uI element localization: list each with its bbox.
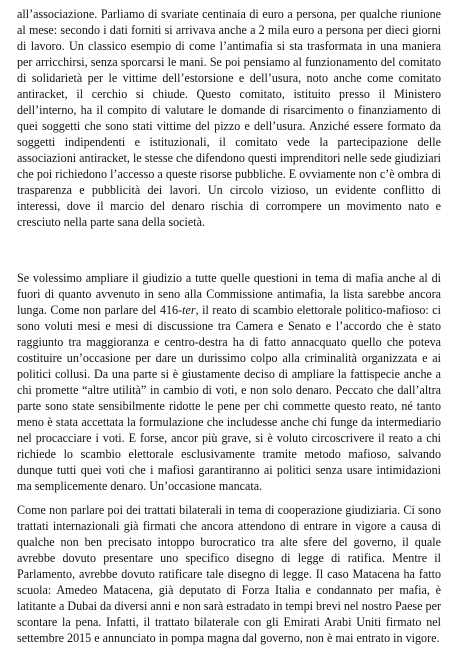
paragraph-416-ter-body: , il reato di scambio elettorale politico-mafioso: ci sono voluti mesi e mesi di discussione tra Camera e Senato e l’accordo che è stato raggiunto tra maggioranza e centro-destra ha di fatto annacquato quello che poteva costituire un’occasione per dare un durissimo colpo alla criminalità organizzata e ai politici collusi. Da una parte si è giustamente deciso di ampliare la fattispecie anche a chi promette “altre utilità” in cambio di voti, e non solo denaro. Peccato che dall’altra parte sono state sensibilmente ridotte le pene per chi commette questo reato, né tanto meno è stata accettata la formulazione che includesse anche chi funge da intermediario nel procacciare i voti. E forse, ancor più grave, si è voluto circoscrivere il reato a chi richiede lo scambio elettorale esclusivamente tramite metodo mafioso, salvando dunque tutti quei voti che i mafiosi garantiranno ai politici senza usare intimidazioni ma semplicemente denaro. Un’occasione mancata. (17, 303, 441, 493)
paragraph-416-ter (17, 270, 441, 494)
paragraph-416-ter-lead: Se volessimo ampliare il giudizio a tutte quelle questioni in tema di mafia anche al di fuori di quanto avvenuto in seno alla Commissione antimafia, la lista sarebbe ancora lunga. Come non parlare del 416- (17, 271, 441, 317)
paragraph-bilateral-treaties: Come non parlare poi dei trattati bilaterali in tema di cooperazione giudiziaria. Ci sono trattati internazionali già firmati che ancora attendono di entrare in vigore a causa di qualche non ben precisato intoppo burocratico tra alte sfere del governo, il quale avrebbe dovuto presentare uno specifico disegno di legge di ratifica. Mentre il Parlamento, avrebbe dovuto ratificare tale disegno di legge. Il caso Matacena ha fatto scuola: Amedeo Matacena, già deputato di Forza Italia e condannato per mafia, è latitante a Dubai da diversi anni e non sarà estradato in tempi brevi nel nostro Paese per scontare la pena. Infatti, il trattato bilaterale con gli Emirati Arabi Uniti firmato nel settembre 2015 e annunciato in pompa magna dal governo, non è mai entrato in vigore. (17, 503, 441, 645)
italic-ter: ter (182, 303, 196, 317)
paragraph-antiracket-committee: all’associazione. Parliamo di svariate centinaia di euro a persona, per qualche riunione al mese: secondo i dati forniti si arrivava anche a 2 mila euro a persona per dieci giorni di lavoro. Un classico esempio di come l’antimafia si sta trasformata in una maniera per arricchirsi, senza sporcarsi le mani. Se poi pensiamo al funzionamento del comitato di solidarietà per le vittime dell’estorsione e dell’usura, noto anche come comitato antiracket, il cerchio si chiude. Questo comitato, istituito presso il Ministero dell’interno, ha il compito di valutare le domande di risarcimento o finanziamento di quei soggetti che sono stati vittime del pizzo e dell’usura. Anziché essere formato da soggetti indipendenti e istituzionali, il comitato vede la partecipazione delle associazioni antiracket, le stesse che difendono questi imprenditori nelle sede giudiziari che poi richiedono l’accesso a queste risorse pubbliche. E ovviamente non c’è ombra di trasparenza e pubblicità dei lavori. Un circolo vizioso, un evidente conflitto di interessi, dove il marcio del denaro rischia di corrompere un movimento nato e cresciuto nella parte sana della società. (17, 7, 441, 229)
